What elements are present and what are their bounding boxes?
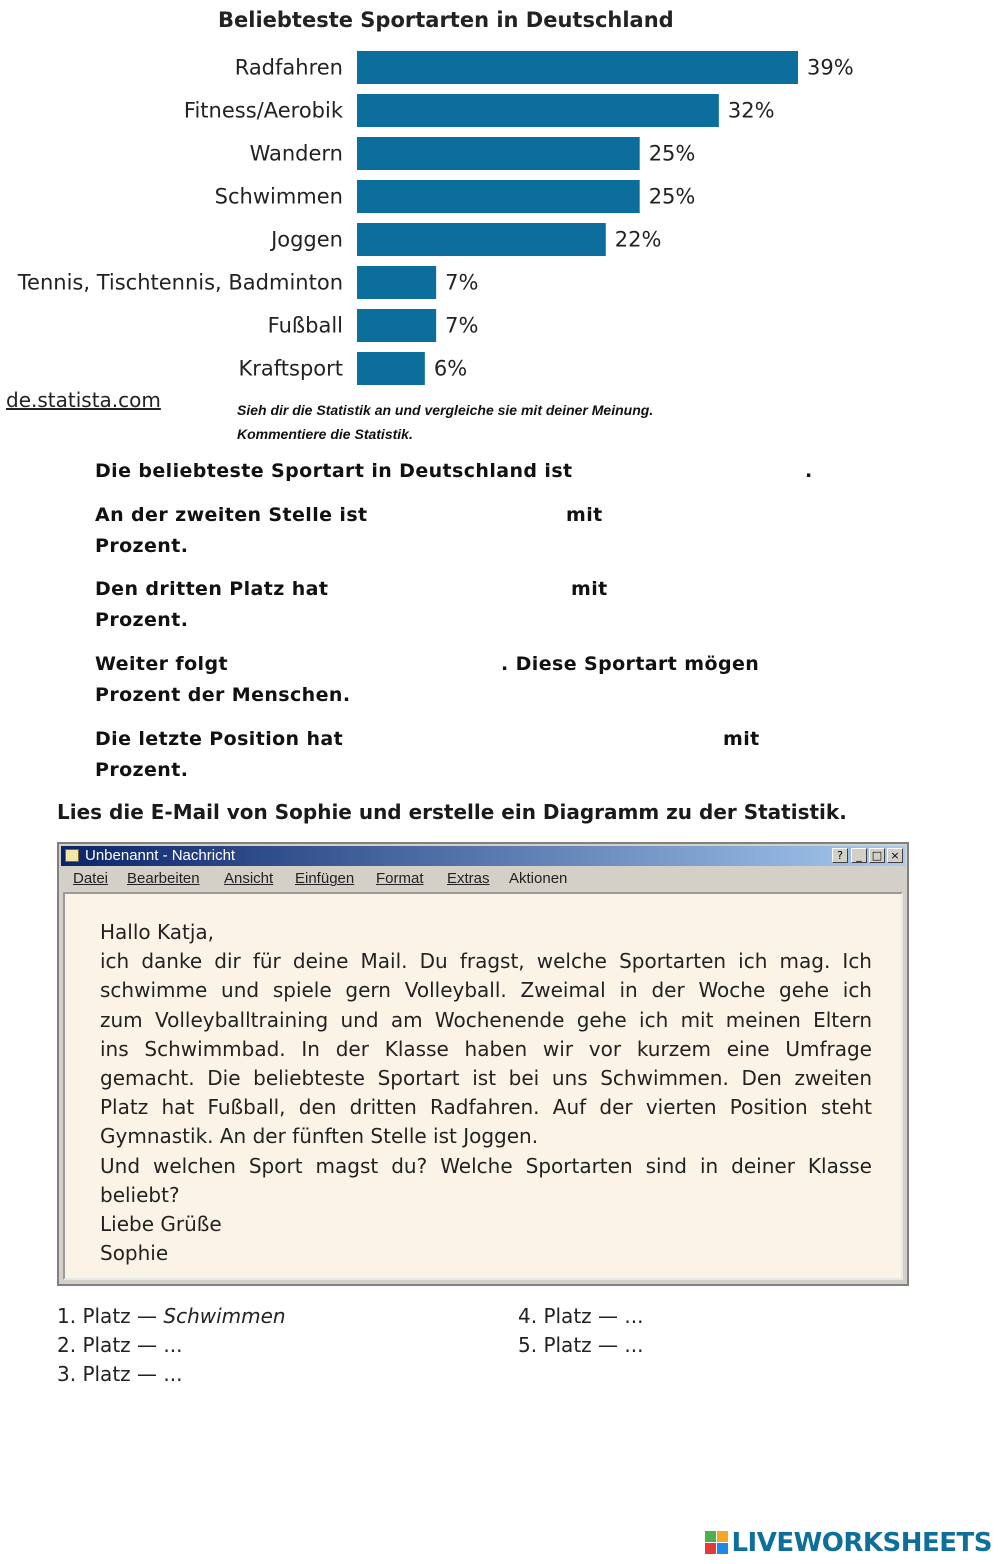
bar-2	[357, 137, 640, 170]
mail-line: Liebe Grüße	[100, 1212, 222, 1237]
value-label: 7%	[445, 270, 479, 295]
rank-3: 3. Platz — ...	[57, 1362, 183, 1386]
sentence-4-start: Weiter folgt	[95, 653, 228, 675]
instruction-line-1: Sieh dir die Statistik an und vergleiche sie mit deiner Meinung.	[237, 402, 654, 418]
category-label: Radfahren	[234, 55, 343, 80]
mail-line: ins Schwimmbad. In der Klasse haben wir vor kurzem eine Umfrage	[100, 1036, 872, 1061]
rank-1	[57, 1304, 286, 1328]
help-icon[interactable]: ?	[832, 848, 848, 863]
sentence-5-mit: mit	[723, 728, 760, 750]
mail-line: ich danke dir für deine Mail. Du fragst, welche Sportarten ich mag. Ich	[100, 949, 872, 974]
sentence-3-start: Den dritten Platz hat	[95, 578, 329, 600]
mail-line: Und welchen Sport magst du? Welche Sportarten sind in deiner Klasse	[100, 1153, 872, 1178]
rank-1-prefix: 1. Platz —	[57, 1304, 164, 1328]
minimize-icon[interactable]: _	[851, 848, 867, 863]
window-title: Unbenannt - Nachricht	[85, 847, 236, 864]
bar-0	[357, 51, 798, 84]
sentence-1-start: Die beliebteste Sportart in Deutschland ist	[95, 460, 573, 482]
task-heading: Lies die E-Mail von Sophie und erstelle ein Diagramm zu der Statistik.	[57, 800, 847, 824]
liveworksheets-logo	[705, 1528, 992, 1558]
sentence-5-start: Die letzte Position hat	[95, 728, 344, 750]
category-label: Schwimmen	[214, 184, 343, 209]
mail-line: schwimme und spiele gern Volleyball. Zweimal in der Woche gehe ich	[100, 978, 872, 1003]
menu-format[interactable]: Format	[376, 870, 424, 887]
value-label: 22%	[614, 227, 662, 252]
bar-5	[357, 266, 436, 299]
mail-line: zum Volleyballtraining und am Wochenende gehe ich mit meinen Eltern	[100, 1007, 872, 1032]
mail-window	[57, 842, 909, 1286]
menu-bar	[61, 868, 905, 890]
source-link[interactable]: de.statista.com	[6, 388, 161, 412]
logo-mark-icon	[705, 1531, 729, 1555]
rank-2: 2. Platz — ...	[57, 1333, 183, 1357]
mail-line: Gymnastik. An der fünften Stelle ist Joggen.	[100, 1124, 539, 1149]
bar-7	[357, 352, 425, 385]
mail-line: Sophie	[100, 1241, 169, 1266]
sentence-5-end: Prozent.	[95, 759, 189, 781]
menu-bearbeiten[interactable]: Bearbeiten	[127, 870, 200, 887]
menu-einfuegen[interactable]: Einfügen	[295, 870, 355, 887]
sentence-2-end: Prozent.	[95, 535, 189, 557]
mail-line: beliebt?	[100, 1182, 180, 1207]
value-label: 7%	[445, 313, 479, 338]
category-label: Wandern	[249, 141, 343, 166]
category-label: Tennis, Tischtennis, Badminton	[17, 270, 343, 295]
value-label: 32%	[727, 98, 775, 123]
sentence-1-end: .	[805, 460, 813, 482]
menu-datei[interactable]: Datei	[73, 870, 109, 887]
value-label: 25%	[648, 141, 696, 166]
instruction-line-2: Kommentiere die Statistik.	[237, 426, 413, 442]
mail-line: Hallo Katja,	[100, 920, 215, 944]
sentence-2-mit: mit	[566, 504, 603, 526]
logo-text: LIVEWORKSHEETS	[731, 1528, 992, 1558]
category-label: Fußball	[267, 313, 343, 338]
menu-ansicht[interactable]: Ansicht	[224, 870, 274, 887]
maximize-icon[interactable]: □	[869, 848, 885, 863]
chart-title: Beliebteste Sportarten in Deutschland	[218, 8, 674, 32]
mail-text	[100, 918, 872, 1268]
sentence-3-mit: mit	[571, 578, 608, 600]
sentence-2-start: An der zweiten Stelle ist	[95, 504, 368, 526]
value-label: 6%	[433, 356, 468, 381]
sentence-3-end: Prozent.	[95, 609, 189, 631]
menu-extras[interactable]: Extras	[447, 870, 490, 887]
category-label: Joggen	[271, 227, 343, 252]
mail-line: gemacht. Die beliebteste Sportart ist bei uns Schwimmen. Den zweiten	[100, 1066, 872, 1091]
category-label: Fitness/Aerobik	[183, 98, 343, 123]
sentence-4-end: Prozent der Menschen.	[95, 684, 351, 706]
bar-6	[357, 309, 436, 342]
mail-line: Platz hat Fußball, den dritten Radfahren. Auf der vierten Position steht	[100, 1095, 872, 1120]
envelope-icon	[65, 849, 79, 862]
value-label: 25%	[648, 184, 696, 209]
mail-body[interactable]	[63, 892, 903, 1280]
rank-1-answer: Schwimmen	[163, 1304, 286, 1328]
menu-aktionen[interactable]: Aktionen	[509, 870, 568, 887]
rank-4: 4. Platz — ...	[518, 1304, 644, 1328]
window-titlebar[interactable]	[61, 846, 905, 866]
bar-3	[357, 180, 640, 213]
sentence-4-middle: . Diese Sportart mögen	[501, 653, 760, 675]
bar-4	[357, 223, 606, 256]
bar-chart	[0, 40, 1000, 390]
close-icon[interactable]: ×	[887, 848, 903, 863]
category-label: Kraftsport	[238, 356, 343, 381]
value-label: 39%	[807, 55, 854, 80]
rank-5: 5. Platz — ...	[518, 1333, 644, 1357]
bar-1	[357, 94, 719, 127]
